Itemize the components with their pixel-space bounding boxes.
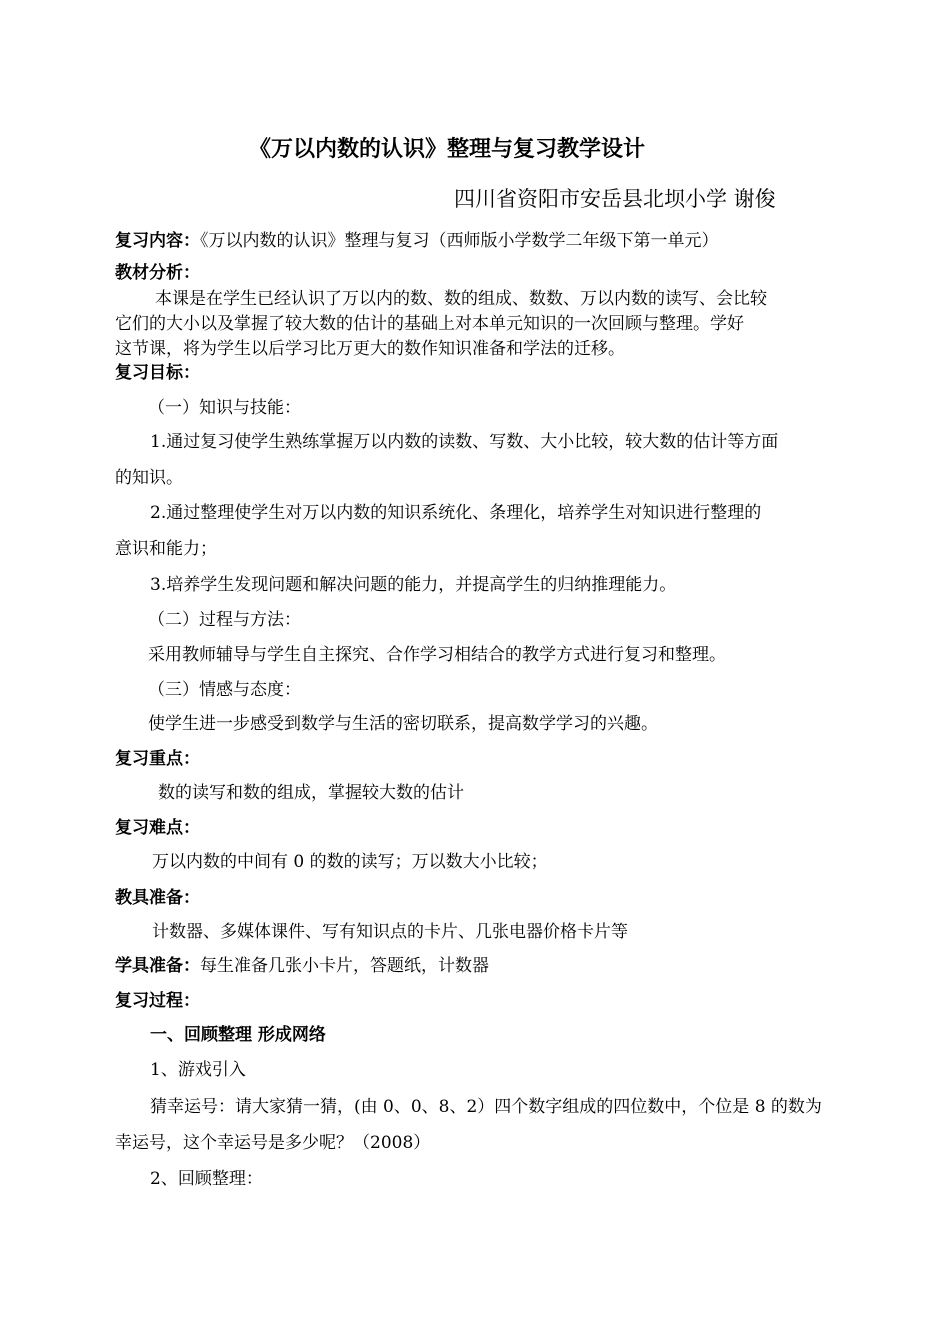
analysis-line: 本课是在学生已经认识了万以内的数、数的组成、数数、万以内数的读写、会比较 [155,289,767,309]
goals-label: 复习目标： [115,363,200,383]
emotion-text: 使学生进一步感受到数学与生活的密切联系，提高数学学习的兴趣。 [148,714,658,734]
author-line: 四川省资阳市安岳县北坝小学 谢俊 [454,187,776,211]
content-row [115,230,719,252]
difficulties-text: 万以内数的中间有 0 的数的读写；万以数大小比较； [152,852,548,872]
difficulties-label: 复习难点： [115,818,200,838]
content-text: 《万以内数的认识》整理与复习（西师版小学数学二年级下第一单元） [200,231,719,251]
knowledge-heading: （一）知识与技能： [148,398,301,418]
content-label: 复习内容： [115,231,200,251]
goal-1-line: 1.通过复习使学生熟练掌握万以内数的读数、写数、大小比较，较大数的估计等方面 [150,432,779,452]
key-points-label: 复习重点： [115,749,200,769]
section-1-heading: 一、回顾整理 形成网络 [150,1025,326,1045]
goal-1-line: 的知识。 [115,468,183,488]
student-tools-label: 学具准备： [115,956,200,976]
process-method-text: 采用教师辅导与学生自主探究、合作学习相结合的教学方式进行复习和整理。 [148,645,726,665]
goal-3: 3.培养学生发现问题和解决问题的能力，并提高学生的归纳推理能力。 [150,575,677,595]
key-points-text: 数的读写和数的组成，掌握较大数的估计 [158,783,464,803]
emotion-heading: （三）情感与态度： [148,680,301,700]
goal-2-line: 意识和能力； [115,539,217,559]
teacher-tools-text: 计数器、多媒体课件、写有知识点的卡片、几张电器价格卡片等 [152,922,628,942]
game-text-line: 猜幸运号：请大家猜一猜，(由 0、0、8、2）四个数字组成的四位数中，个位是 8 的数为 [150,1097,822,1117]
step-1: 1、游戏引入 [150,1060,246,1080]
process-method-heading: （二）过程与方法： [148,610,301,630]
student-tools-text: 每生准备几张小卡片，答题纸，计数器 [200,956,489,976]
document-title: 《万以内数的认识》整理与复习教学设计 [249,137,646,162]
goal-2-line: 2.通过整理使学生对万以内数的知识系统化、条理化，培养学生对知识进行整理的 [150,503,762,523]
game-text-line: 幸运号，这个幸运号是多少呢？（2008） [115,1133,431,1153]
analysis-line: 这节课，将为学生以后学习比万更大的数作知识准备和学法的迁移。 [115,339,625,359]
teacher-tools-label: 教具准备： [115,888,200,908]
analysis-label: 教材分析： [115,263,200,283]
analysis-line: 它们的大小以及掌握了较大数的估计的基础上对本单元知识的一次回顾与整理。学好 [115,314,744,334]
process-label: 复习过程： [115,991,200,1011]
step-2: 2、回顾整理： [150,1169,263,1189]
student-tools-row [115,955,489,977]
